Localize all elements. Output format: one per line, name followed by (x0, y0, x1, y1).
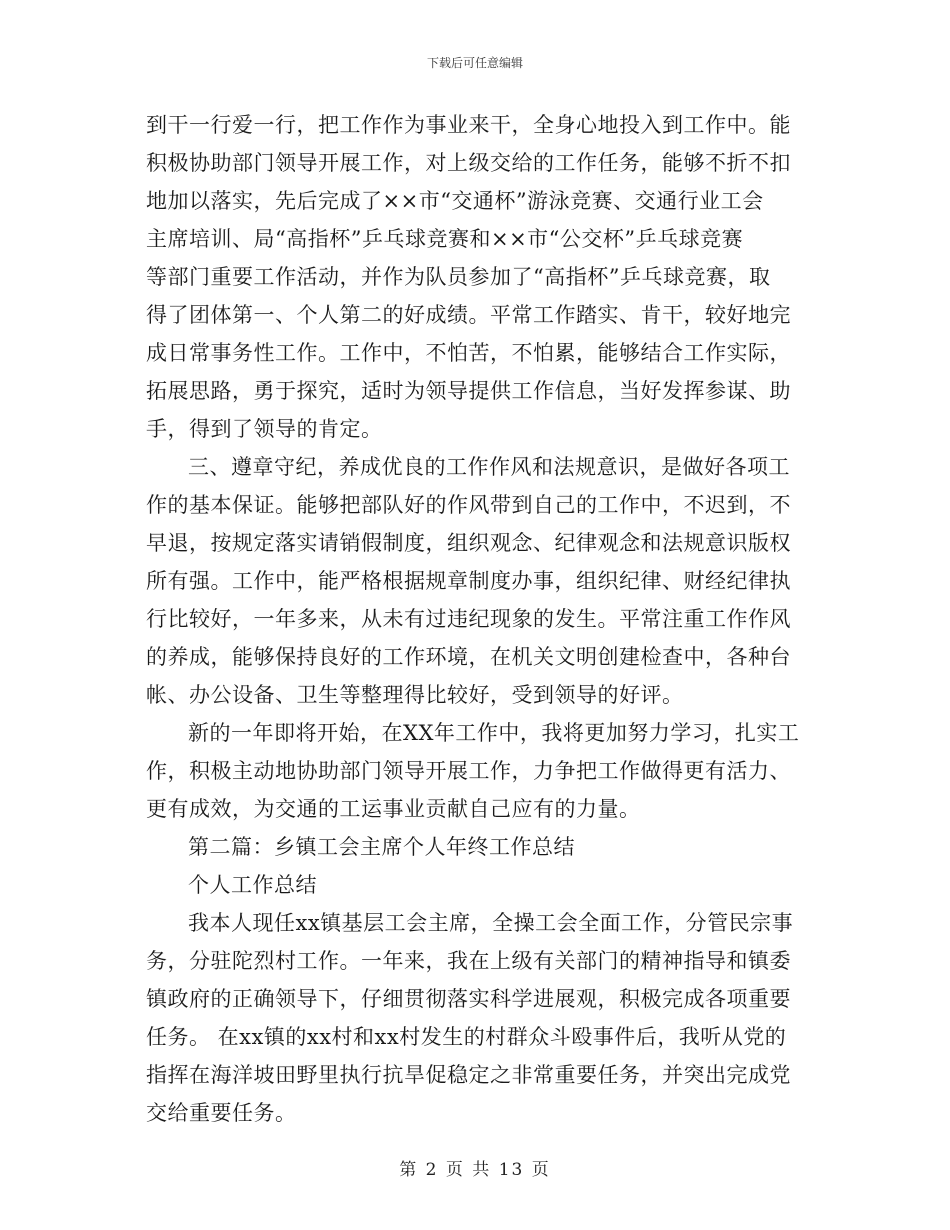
section-heading: 第二篇：乡镇工会主席个人年终工作总结 (188, 835, 575, 859)
document-body (146, 106, 806, 1132)
body-line: 积极协助部门领导开展工作，对上级交给的工作任务，能够不折不扣 (146, 151, 791, 175)
body-line: 务，分驻陀烈村工作。一年来，我在上级有关部门的精神指导和镇委 (146, 949, 791, 973)
page-header-note: 下载后可任意编辑 (426, 56, 523, 70)
body-line: 手，得到了领导的肯定。 (146, 417, 383, 441)
body-line: 所有强。工作中，能严格根据规章制度办事，组织纪律、财经纪律执 (146, 569, 791, 593)
body-line: 早退，按规定落实请销假制度，组织观念、纪律观念和法规意识版权 (146, 531, 791, 555)
page-number: 第 2 页 共 13 页 (399, 1160, 551, 1180)
body-line: 等部门重要工作活动，并作为队员参加了“高指杯”乒乓球竞赛，取 (146, 265, 771, 289)
body-line: 到干一行爱一行，把工作作为事业来干，全身心地投入到工作中。能 (146, 113, 791, 137)
body-line: 作的基本保证。能够把部队好的作风带到自己的工作中，不迟到，不 (146, 493, 791, 517)
body-line: 任务。 在xx镇的xx村和xx村发生的村群众斗殴事件后，我听从党的 (146, 1025, 787, 1049)
body-line: 地加以落实，先后完成了××市“交通杯”游泳竞赛、交通行业工会 (146, 189, 764, 213)
body-line: 交给重要任务。 (146, 1101, 297, 1125)
body-line: 作，积极主动地协助部门领导开展工作，力争把工作做得更有活力、 (146, 759, 791, 783)
body-line: 成日常事务性工作。工作中，不怕苦，不怕累，能够结合工作实际， (146, 341, 791, 365)
paragraph-start: 三、遵章守纪，养成优良的工作作风和法规意识，是做好各项工 (188, 455, 790, 479)
paragraph-start: 新的一年即将开始，在XX年工作中，我将更加努力学习，扎实工 (188, 721, 800, 745)
body-line: 主席培训、局“高指杯”乒乓球竞赛和××市“公交杯”乒乓球竞赛 (146, 227, 744, 251)
body-line: 拓展思路，勇于探究，适时为领导提供工作信息，当好发挥参谋、助 (146, 379, 791, 403)
body-line: 行比较好，一年多来，从未有过违纪现象的发生。平常注重工作作风 (146, 607, 791, 631)
body-line: 指挥在海洋坡田野里执行抗旱促稳定之非常重要任务，并突出完成党 (146, 1063, 791, 1087)
body-line: 帐、办公设备、卫生等整理得比较好，受到领导的好评。 (146, 683, 684, 707)
section-subheading: 个人工作总结 (188, 873, 317, 897)
body-line: 更有成效，为交通的工运事业贡献自己应有的力量。 (146, 797, 641, 821)
body-line: 得了团体第一、个人第二的好成绩。平常工作踏实、肯干，较好地完 (146, 303, 791, 327)
paragraph-start: 我本人现任xx镇基层工会主席，全操工会全面工作，分管民宗事 (188, 911, 794, 935)
body-line: 镇政府的正确领导下，仔细贯彻落实科学进展观，积极完成各项重要 (146, 987, 791, 1011)
body-line: 的养成，能够保持良好的工作环境，在机关文明创建检查中，各种台 (146, 645, 791, 669)
